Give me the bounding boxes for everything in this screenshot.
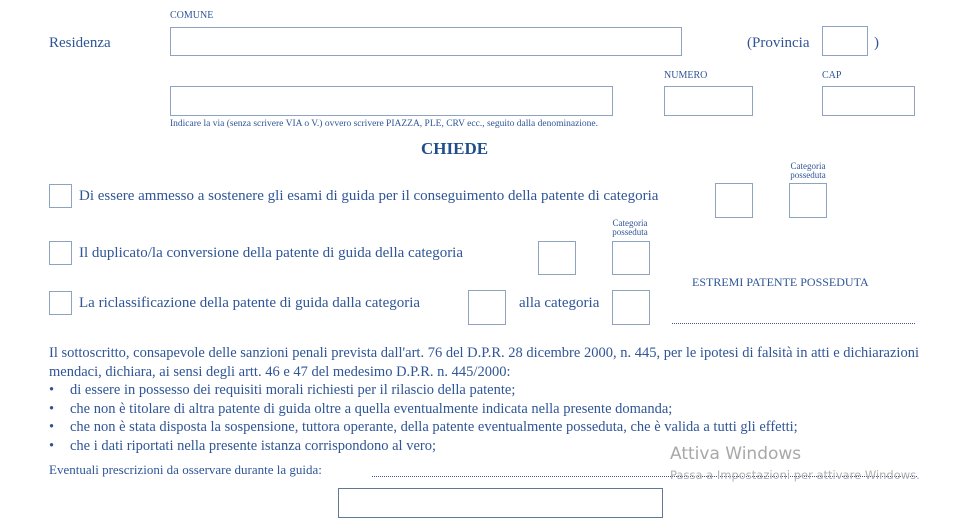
option-riclassificazione-from-field[interactable]: [468, 290, 506, 325]
chiede-title: CHIEDE: [421, 139, 489, 158]
declaration-item: • di essere in possesso dei requisiti morali richiesti per il rilascio della patente;: [49, 382, 516, 398]
cap-field[interactable]: [822, 86, 915, 116]
declaration-item: • che non è stata disposta la sospensione, tuttora operante, della patente eventualmente posseduta, che è valida a tutti gli effetti;: [49, 419, 798, 435]
via-hint: Indicare la via (senza scrivere VIA o V.) ovvero scrivere PIAZZA, PLE, CRV ecc., seguito dalla denominazione.: [170, 119, 599, 129]
option-riclassificazione-to-field[interactable]: [612, 290, 650, 325]
option-esami-category-field[interactable]: [715, 183, 753, 218]
comune-label: COMUNE: [170, 10, 214, 21]
option-duplicato-owned-label: Categoria posseduta: [612, 218, 648, 237]
comune-field[interactable]: [170, 27, 682, 56]
option-duplicato-checkbox[interactable]: [49, 241, 72, 265]
option-riclassificazione-checkbox[interactable]: [49, 291, 72, 315]
declaration-item: • che non è titolare di altra patente di guida oltre a quella eventualmente indicata nella presente domanda;: [49, 400, 673, 417]
declaration-block: [49, 344, 929, 455]
option-esami-owned-label: Categoria posseduta: [790, 161, 826, 180]
option-riclassificazione-text: La riclassificazione della patente di guida dalla categoria: [79, 295, 421, 311]
estremi-patente-field[interactable]: [672, 323, 915, 324]
prescrizioni-label: Eventuali prescrizioni da osservare durante la guida:: [49, 462, 322, 477]
option-duplicato-category-field[interactable]: [538, 241, 576, 275]
provincia-field[interactable]: [822, 26, 868, 56]
option-esami-text: Di essere ammesso a sostenere gli esami di guida per il conseguimento della patente di categoria: [79, 188, 659, 204]
via-field[interactable]: [170, 86, 613, 116]
numero-field[interactable]: [664, 86, 753, 116]
declaration-item: • che i dati riportati nella presente istanza corrispondono al vero;: [49, 437, 436, 454]
option-duplicato-owned-field[interactable]: [612, 241, 650, 275]
provincia-label: (Provincia: [747, 35, 810, 51]
provincia-close-paren: ): [874, 35, 879, 51]
estremi-label: ESTREMI PATENTE POSSEDUTA: [692, 275, 869, 289]
residenza-label: Residenza: [49, 35, 111, 51]
signature-box[interactable]: [338, 488, 663, 518]
option-duplicato-text: Il duplicato/la conversione della patente di guida della categoria: [79, 245, 464, 261]
windows-activation-subtitle[interactable]: Passa a Impostazioni per attivare Windows.: [670, 468, 920, 482]
numero-label: NUMERO: [664, 70, 708, 81]
declaration-intro: Il sottoscritto, consapevole delle sanzioni penali prevista dall'art. 76 del D.P.R. 28 dicembre 2000, n. 445, per le ipotesi di falsità in atti e dichiarazioni mendaci, dichiara, ai sensi degli artt. 46 e 47 del medesimo D.P.R. n. 445/2000:: [49, 345, 919, 380]
option-esami-checkbox[interactable]: [49, 184, 72, 208]
windows-activation-title: Attiva Windows: [670, 444, 802, 464]
cap-label: CAP: [822, 70, 842, 81]
option-esami-owned-field[interactable]: [789, 183, 827, 218]
option-riclassificazione-to-label: alla categoria: [519, 295, 600, 311]
